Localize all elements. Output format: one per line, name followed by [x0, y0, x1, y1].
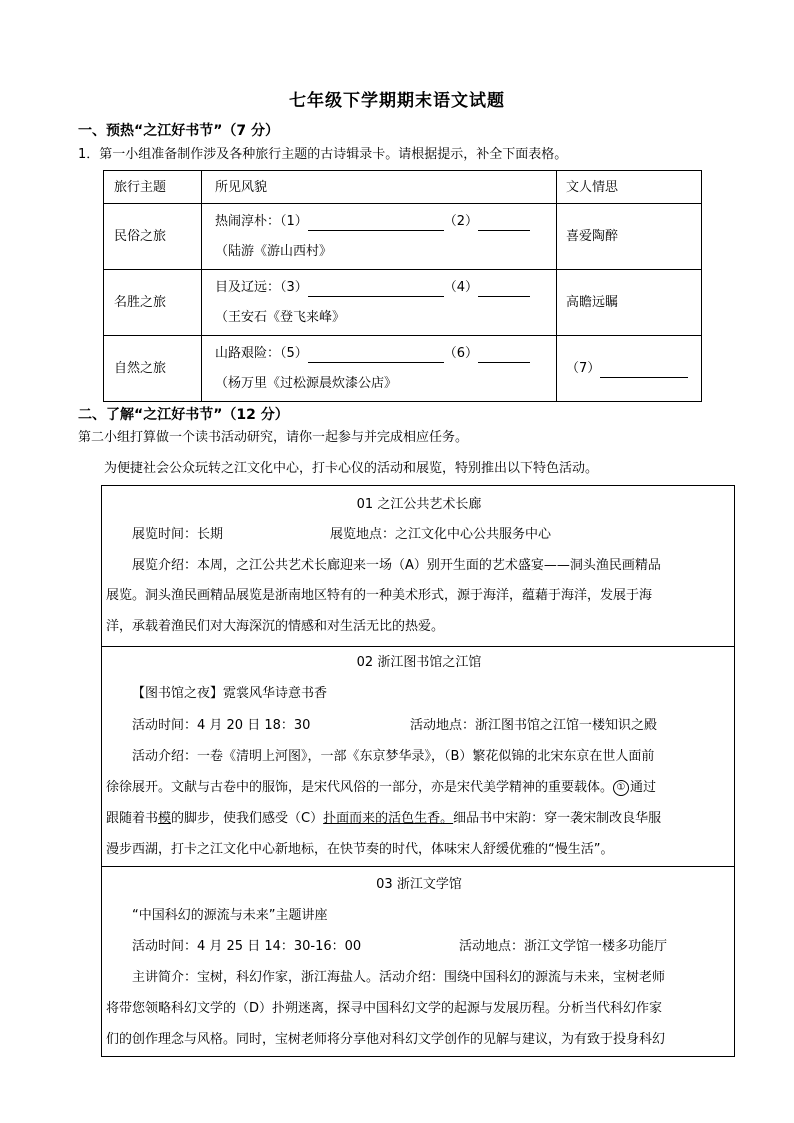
activity-text: 展览介绍：本周，之江公共艺术长廊迎来一场（A）别开生面的艺术盛宴——洞头渔民画精品: [132, 558, 661, 573]
feeling-label: （7）: [566, 361, 601, 376]
activity-subtitle: 【图书馆之夜】霓裳风华诗意书香: [132, 686, 328, 701]
poem-table: [103, 170, 702, 402]
scene-label: （4）: [443, 280, 479, 295]
row-scene: [215, 345, 530, 363]
row-feeling: 高瞻远瞩: [566, 295, 619, 310]
underlined-char: 模: [158, 811, 172, 826]
text-span: 细品书中宋韵：穿一袭宋制改良华服: [453, 811, 662, 826]
activity-place: 活动地点：浙江文学馆一楼多功能厅: [459, 939, 668, 954]
activity-text: 们的创作理念与风格。同时，宝树老师将分享他对科幻文学创作的见解与建议，为有致于投身科幻: [106, 1032, 666, 1047]
row-scene: [215, 213, 530, 231]
activity-text: 展览。洞头渔民画精品展览是浙南地区特有的一种美术形式，源于海洋，蕴藉于海洋，发展于海: [106, 588, 653, 603]
activity-time: 活动时间：4 月 20 日 18：30: [132, 718, 311, 733]
section1-heading: 一、预热“之江好书节”（7 分）: [78, 123, 280, 139]
question-1: 1．第一小组准备制作涉及各种旅行主题的古诗辑录卡。请根据提示，补全下面表格。: [78, 147, 568, 162]
row-feeling: 喜爱陶醉: [566, 229, 619, 244]
activity-text: 主讲简介：宝树，科幻作家，浙江海盐人。活动介绍：围绕中国科幻的源流与未来，宝树老师: [132, 970, 666, 985]
text-span: 通过: [630, 780, 657, 795]
activity-time: 展览时间：长期: [132, 527, 224, 542]
activity-text: [106, 779, 656, 797]
row-theme: 自然之旅: [114, 361, 167, 376]
scene-label: 热闹淳朴：（1）: [215, 214, 308, 229]
table-header: 文人情思: [566, 180, 619, 195]
scene-label: （6）: [443, 346, 479, 361]
blank-1[interactable]: [308, 216, 444, 231]
activities-box: [101, 485, 735, 1057]
section2-intro: 第二小组打算做一个读书活动研究，请你一起参与并完成相应任务。: [78, 430, 469, 445]
row-source: （陆游《游山西村》: [215, 244, 333, 259]
blank-5[interactable]: [308, 348, 444, 363]
row-source: （杨万里《过松源晨炊漆公店》: [215, 376, 398, 391]
blank-7[interactable]: [600, 363, 688, 378]
scene-label: （2）: [443, 214, 479, 229]
section2-intro: 为便捷社会公众玩转之江文化中心，打卡心仪的活动和展览，特别推出以下特色活动。: [104, 461, 599, 476]
activity-text: [106, 810, 661, 828]
blank-3[interactable]: [308, 282, 444, 297]
activity-subtitle: “中国科幻的源流与未来”主题讲座: [132, 908, 328, 923]
row-scene: [215, 279, 530, 297]
section2-heading: 二、了解“之江好书节”（12 分）: [78, 407, 289, 423]
activity-time: 活动时间：4 月 25 日 14：30-16：00: [132, 939, 362, 954]
marker-circle-1: ①: [613, 780, 629, 796]
text-span: 跟随着书: [106, 811, 159, 826]
activity-text: 活动介绍：一卷《清明上河图》，一部《东京梦华录》，（B）繁花似锦的北宋东京在世人面前: [132, 749, 655, 764]
activity-text: 漫步西湖，打卡之江文化中心新地标，在快节奏的时代，体味宋人舒缓优雅的“慢生活”。: [106, 842, 614, 857]
blank-2[interactable]: [478, 216, 530, 231]
activity-text: 洋，承载着渔民们对大海深沉的情感和对生活无比的热爱。: [106, 619, 445, 634]
activity-title: 03 浙江文学馆: [376, 877, 462, 892]
row-source: （王安石《登飞来峰》: [215, 310, 346, 325]
page-title: 七年级下学期期末语文试题: [289, 91, 505, 111]
scene-label: 山路艰险：（5）: [215, 346, 308, 361]
activity-text: 将带您领略科幻文学的（D）扑朔迷离，探寻中国科幻文学的起源与发展历程。分析当代科幻作家: [106, 1001, 663, 1016]
blank-6[interactable]: [478, 348, 530, 363]
activity-title: 01 之江公共艺术长廊: [356, 497, 482, 512]
blank-4[interactable]: [478, 282, 530, 297]
table-header: 所见风貌: [215, 180, 268, 195]
table-header: 旅行主题: [114, 180, 167, 195]
row-feeling: [566, 360, 688, 378]
underlined-phrase: 扑面而来的活色生香。: [323, 811, 454, 826]
scene-label: 目及辽远：（3）: [215, 280, 308, 295]
row-theme: 民俗之旅: [114, 229, 167, 244]
activity-place: 展览地点：之江文化中心公共服务中心: [330, 527, 552, 542]
activity-title: 02 浙江图书馆之江馆: [356, 655, 482, 670]
activity-place: 活动地点：浙江图书馆之江馆一楼知识之殿: [410, 718, 658, 733]
row-theme: 名胜之旅: [114, 295, 167, 310]
text-span: 徐徐展开。文献与古卷中的服饰，是宋代风俗的一部分，亦是宋代美学精神的重要载体。: [106, 780, 614, 795]
text-span: 的脚步，使我们感受（C）: [171, 811, 324, 826]
